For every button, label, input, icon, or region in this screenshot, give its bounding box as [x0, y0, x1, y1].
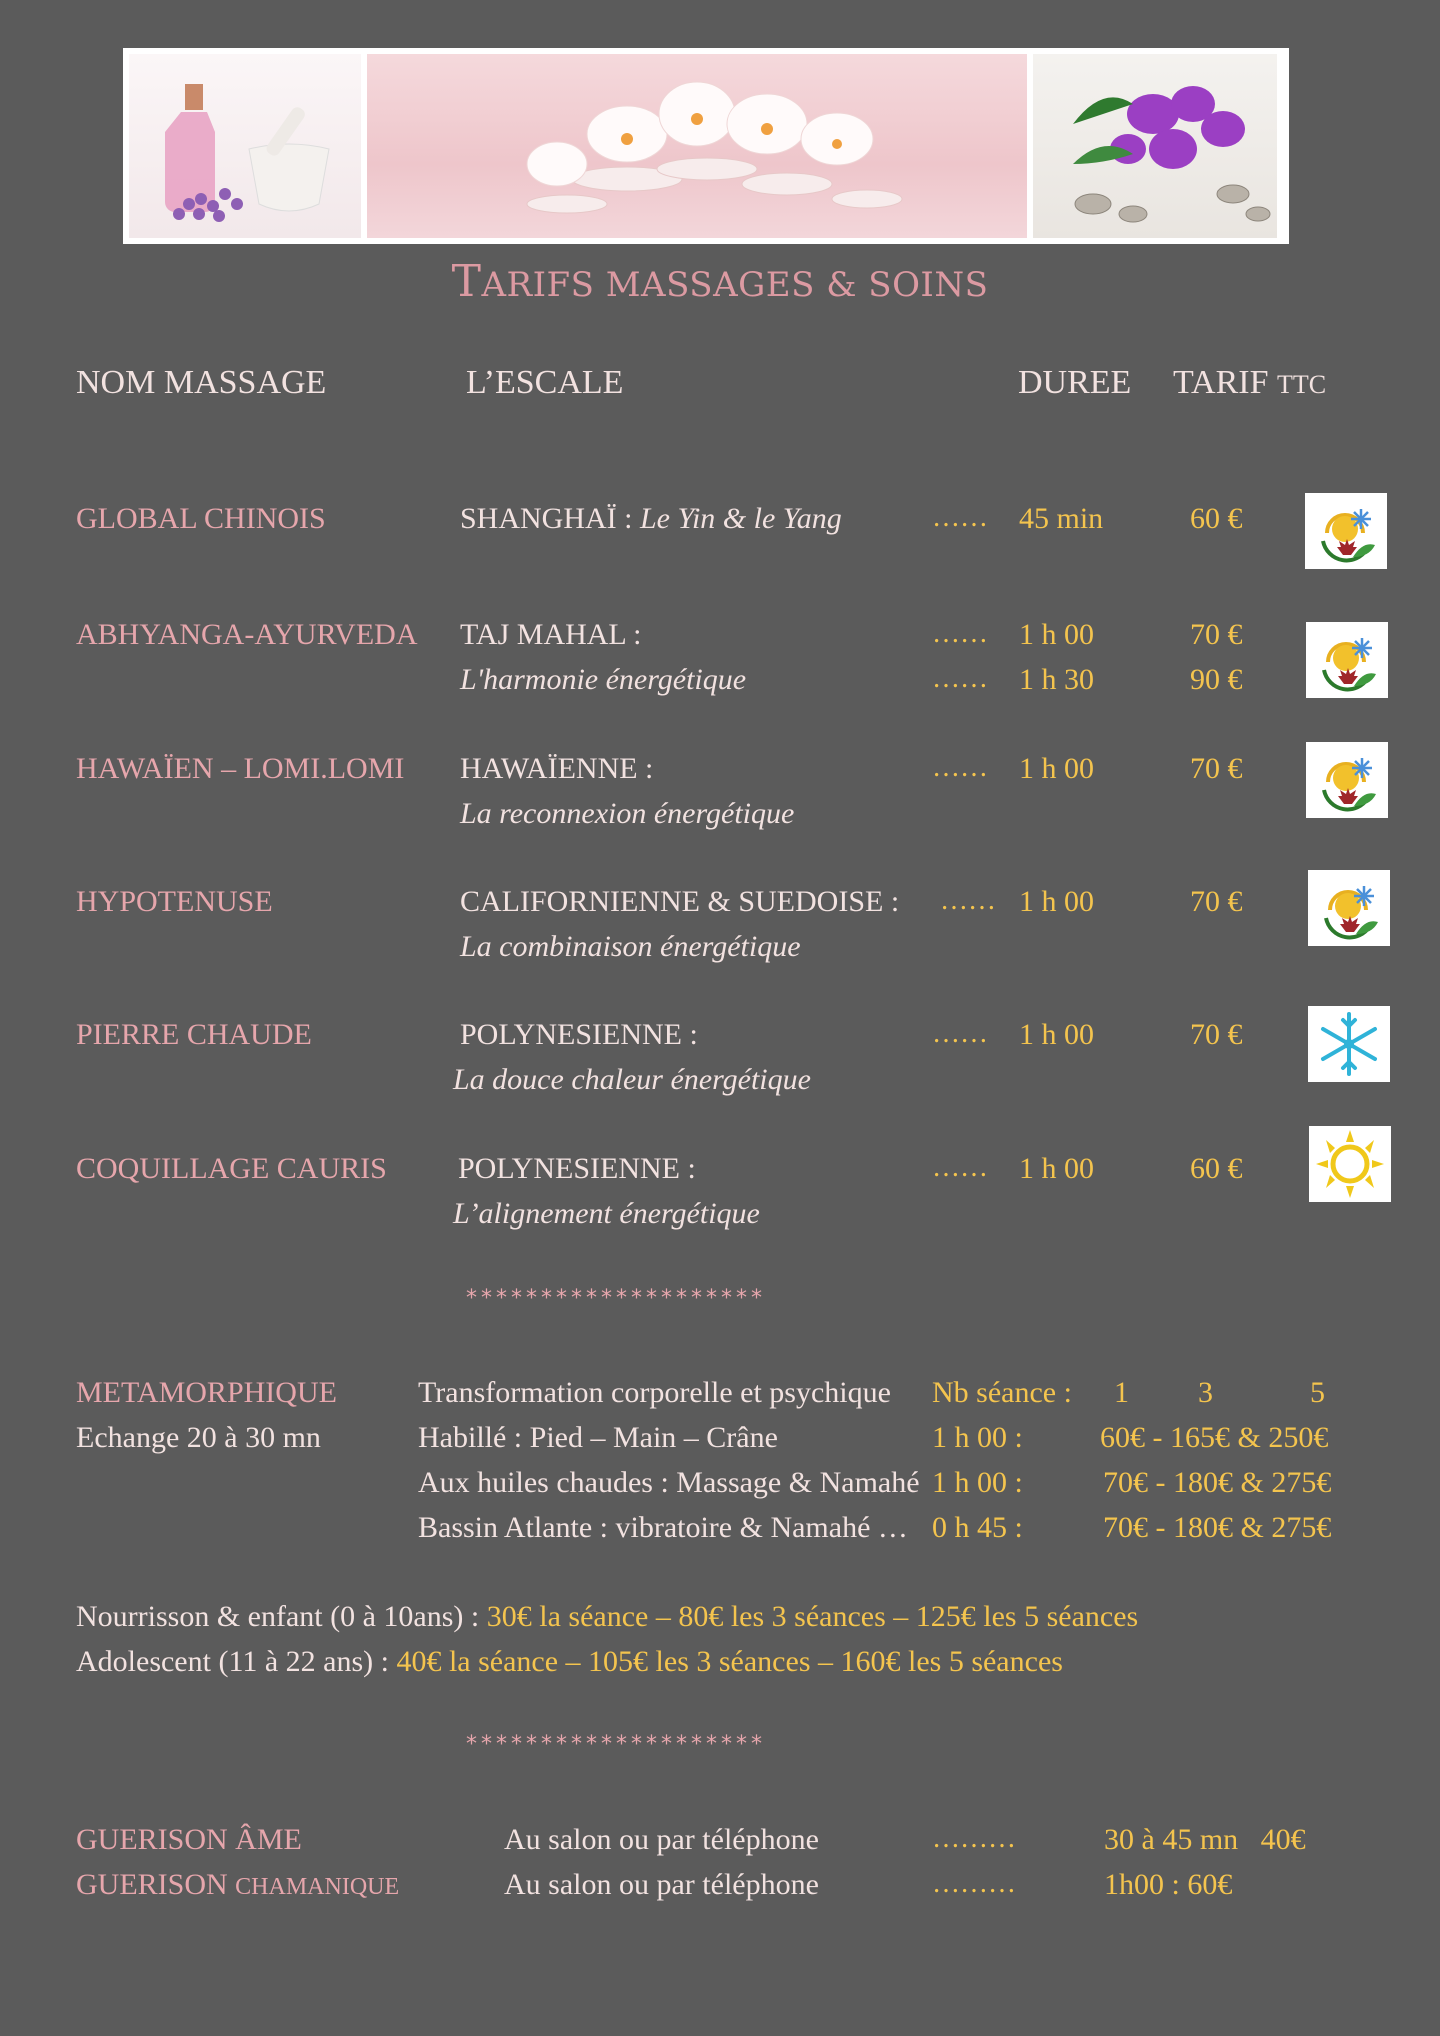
header-nom-massage: NOM MASSAGE — [76, 364, 327, 401]
header-tarif: TARIF TTC — [1173, 364, 1327, 401]
massage-tarif: 70 € — [1190, 885, 1243, 918]
massage-tarif: 70 € — [1190, 618, 1243, 651]
metamorphique-duree: 0 h 45 : — [932, 1511, 1023, 1544]
guerison-name: GUERISON ÂME — [76, 1823, 302, 1856]
metamorphique-prix: 70€ - 180€ & 275€ — [1103, 1466, 1332, 1499]
seance-count: 1 — [1114, 1376, 1129, 1409]
sun-snow-leaf-icon — [1305, 493, 1387, 569]
header-escale: L’ESCALE — [466, 364, 624, 401]
sun-icon — [1309, 1126, 1391, 1202]
massage-escale: TAJ MAHAL : — [460, 618, 642, 651]
guerison-lieu: Au salon ou par téléphone — [504, 1823, 819, 1856]
tarif-adolescent: Adolescent (11 à 22 ans) : 40€ la séance – 105€ les 3 séances – 160€ les 5 séances — [76, 1645, 1063, 1678]
metamorphique-desc: Aux huiles chaudes : Massage & Namahé — [418, 1466, 920, 1499]
massage-tarif: 70 € — [1190, 1018, 1243, 1051]
page-title: TARIFS MASSAGES & SOINS — [451, 256, 989, 307]
massage-duree: 1 h 00 — [1019, 885, 1094, 918]
massage-duree: 1 h 00 — [1019, 752, 1094, 785]
massage-name: GLOBAL CHINOIS — [76, 502, 326, 535]
massage-duree: 45 min — [1019, 502, 1104, 535]
massage-name: ABHYANGA-AYURVEDA — [76, 618, 418, 651]
massage-dots: …… — [932, 663, 988, 694]
massage-tarif: 70 € — [1190, 752, 1243, 785]
metamorphique-duree: 1 h 00 : — [932, 1466, 1023, 1499]
massage-escale: SHANGHAÏ : Le Yin & le Yang — [460, 502, 842, 535]
purple-orchid-image — [1033, 54, 1277, 238]
seance-label: Nb séance : — [932, 1376, 1072, 1409]
orchid-stones-image — [367, 54, 1027, 238]
massage-tarif: 60 € — [1190, 502, 1243, 535]
massage-duree: 1 h 30 — [1019, 663, 1094, 696]
guerison-prix: 1h00 : 60€ — [1104, 1868, 1233, 1901]
sun-snow-leaf-icon — [1306, 622, 1388, 698]
massage-escale: CALIFORNIENNE & SUEDOISE : — [460, 885, 900, 918]
separator-stars: ******************** — [466, 1732, 766, 1757]
guerison-prix: 30 à 45 mn 40€ — [1104, 1823, 1306, 1856]
massage-escale-sub: L’alignement énergétique — [453, 1197, 760, 1230]
metamorphique-desc: Bassin Atlante : vibratoire & Namahé … — [418, 1511, 908, 1544]
seance-count: 3 — [1198, 1376, 1213, 1409]
metamorphique-echange: Echange 20 à 30 mn — [76, 1421, 321, 1454]
massage-dots: …… — [932, 1152, 988, 1183]
massage-duree: 1 h 00 — [1019, 618, 1094, 651]
massage-name: HYPOTENUSE — [76, 885, 273, 918]
massage-escale-sub: La reconnexion énergétique — [460, 797, 795, 830]
massage-escale-sub: La douce chaleur énergétique — [453, 1063, 811, 1096]
massage-tarif: 90 € — [1190, 663, 1243, 696]
massage-escale-sub: La combinaison énergétique — [460, 930, 801, 963]
metamorphique-title: METAMORPHIQUE — [76, 1376, 337, 1409]
sun-snow-leaf-icon — [1306, 742, 1388, 818]
metamorphique-duree: 1 h 00 : — [932, 1421, 1023, 1454]
guerison-dots: ……… — [932, 1823, 1016, 1854]
massage-escale: POLYNESIENNE : — [460, 1018, 698, 1051]
massage-dots: …… — [932, 1018, 988, 1049]
metamorphique-prix: 70€ - 180€ & 275€ — [1103, 1511, 1332, 1544]
lavender-oil-image — [129, 54, 361, 238]
massage-name: PIERRE CHAUDE — [76, 1018, 312, 1051]
massage-tarif: 60 € — [1190, 1152, 1243, 1185]
seance-count: 5 — [1310, 1376, 1325, 1409]
massage-dots: …… — [932, 618, 988, 649]
guerison-name: GUERISON CHAMANIQUE — [76, 1868, 400, 1901]
massage-dots: …… — [932, 752, 988, 783]
header-banner — [123, 48, 1289, 244]
massage-dots: …… — [932, 502, 988, 533]
massage-duree: 1 h 00 — [1019, 1152, 1094, 1185]
header-duree: DUREE — [1018, 364, 1132, 401]
separator-stars: ******************** — [466, 1286, 766, 1311]
massage-escale: POLYNESIENNE : — [458, 1152, 696, 1185]
massage-name: HAWAÏEN – LOMI.LOMI — [76, 752, 405, 785]
guerison-lieu: Au salon ou par téléphone — [504, 1868, 819, 1901]
massage-name: COQUILLAGE CAURIS — [76, 1152, 387, 1185]
massage-escale: HAWAÏENNE : — [460, 752, 654, 785]
tarif-enfant: Nourrisson & enfant (0 à 10ans) : 30€ la séance – 80€ les 3 séances – 125€ les 5 séances — [76, 1600, 1139, 1633]
massage-duree: 1 h 00 — [1019, 1018, 1094, 1051]
metamorphique-desc: Habillé : Pied – Main – Crâne — [418, 1421, 778, 1454]
guerison-dots: ……… — [932, 1868, 1016, 1899]
massage-escale-sub: L'harmonie énergétique — [460, 663, 747, 696]
massage-dots: …… — [940, 885, 996, 916]
snowflake-icon — [1308, 1006, 1390, 1082]
sun-snow-leaf-icon — [1308, 870, 1390, 946]
metamorphique-prix: 60€ - 165€ & 250€ — [1100, 1421, 1329, 1454]
metamorphique-desc: Transformation corporelle et psychique — [418, 1376, 891, 1409]
